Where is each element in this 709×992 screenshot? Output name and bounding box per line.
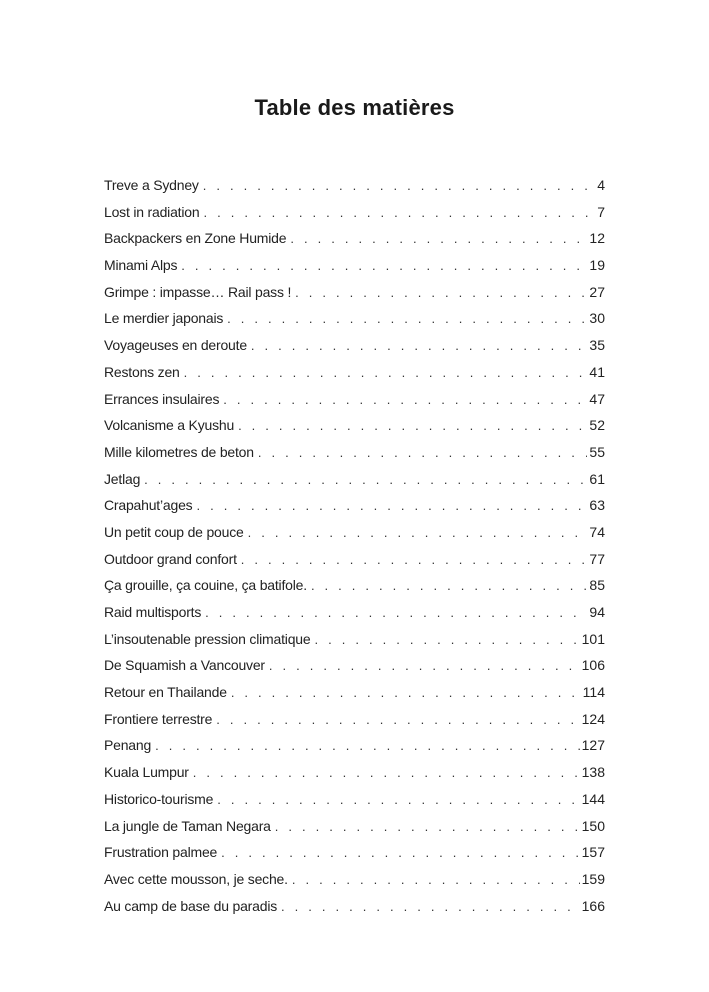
toc-entry-page: 47 <box>589 390 605 407</box>
toc-dot-leader <box>205 600 587 626</box>
toc-entry-page: 19 <box>589 257 605 274</box>
toc-entry <box>104 572 605 599</box>
toc-dot-leader <box>221 840 580 866</box>
toc-entry-page: 124 <box>581 710 605 727</box>
toc-entry-title: Penang <box>104 737 152 754</box>
toc-entry <box>104 759 605 786</box>
toc-dot-leader <box>269 653 580 679</box>
toc-entry-title: Historico-tourisme <box>104 790 214 807</box>
toc-entry-page: 150 <box>581 817 605 834</box>
toc-entry-page: 159 <box>581 870 605 887</box>
toc-entry <box>104 172 605 199</box>
toc-entry-title: L’insoutenable pression climatique <box>104 630 311 647</box>
toc-dot-leader <box>314 627 579 653</box>
toc-entry-title: Frontiere terrestre <box>104 710 213 727</box>
toc-entry <box>104 786 605 813</box>
toc-dot-leader <box>311 573 587 599</box>
toc-dot-leader <box>238 413 587 439</box>
toc-entry-title: Le merdier japonais <box>104 310 224 327</box>
toc-dot-leader <box>241 547 588 573</box>
toc-entry <box>104 652 605 679</box>
toc-dot-leader <box>290 226 587 252</box>
toc-entry-title: Errances insulaires <box>104 390 220 407</box>
toc-entry-page: 138 <box>581 764 605 781</box>
toc-entry <box>104 492 605 519</box>
toc-entry-page: 30 <box>589 310 605 327</box>
page-title: Table des matières <box>254 94 455 120</box>
toc-entry-title: Frustration palmee <box>104 844 218 861</box>
toc-entry-page: 144 <box>581 790 605 807</box>
toc-entry-title: Outdoor grand confort <box>104 550 237 567</box>
toc-entry <box>104 225 605 252</box>
toc-entry-page: 74 <box>589 523 605 540</box>
toc-entry-page: 12 <box>589 230 605 247</box>
toc-entry <box>104 386 605 413</box>
toc-entry <box>104 252 605 279</box>
toc-dot-leader <box>203 173 595 199</box>
toc-entry <box>104 439 605 466</box>
toc-entry <box>104 626 605 653</box>
toc-entry-page: 94 <box>589 604 605 620</box>
toc-entry-page: 61 <box>589 470 605 487</box>
toc-entry <box>104 412 605 439</box>
toc-dot-leader <box>281 894 580 920</box>
toc-entry-title: Volcanisme a Kyushu <box>104 417 235 434</box>
toc-entry <box>104 305 605 332</box>
toc-entry-page: 114 <box>582 684 605 701</box>
toc-entry-page: 27 <box>589 283 605 300</box>
toc-dot-leader <box>292 867 580 893</box>
toc-dot-leader <box>275 814 580 840</box>
toc-entry-page: 101 <box>581 630 605 647</box>
toc-dot-leader <box>193 760 580 786</box>
toc-dot-leader <box>223 387 587 413</box>
toc-entry-title: Restons zen <box>104 363 180 380</box>
toc-entry-title: La jungle de Taman Negara <box>104 817 271 834</box>
table-of-contents <box>104 172 605 919</box>
toc-entry <box>104 546 605 573</box>
toc-entry-page: 106 <box>581 657 605 674</box>
toc-entry <box>104 839 605 866</box>
toc-dot-leader <box>144 467 587 493</box>
toc-entry-page: 127 <box>581 737 605 754</box>
toc-entry <box>104 599 605 626</box>
toc-dot-leader <box>258 440 588 466</box>
toc-entry-page: 4 <box>597 177 605 193</box>
toc-dot-leader <box>203 200 595 226</box>
toc-dot-leader <box>196 493 587 519</box>
toc-entry-page: 157 <box>581 844 605 861</box>
toc-dot-leader <box>216 707 579 733</box>
toc-entry-title: Lost in radiation <box>104 203 200 220</box>
toc-entry <box>104 199 605 226</box>
toc-entry-page: 166 <box>581 897 605 914</box>
toc-entry-title: Treve a Sydney <box>104 177 199 193</box>
toc-entry-page: 35 <box>589 337 605 354</box>
toc-entry <box>104 866 605 893</box>
toc-entry-title: Mille kilometres de beton <box>104 443 254 460</box>
toc-entry-title: Kuala Lumpur <box>104 764 189 781</box>
toc-entry <box>104 519 605 546</box>
toc-entry-title: Backpackers en Zone Humide <box>104 230 287 247</box>
toc-entry-title: Minami Alps <box>104 257 178 274</box>
toc-entry <box>104 813 605 840</box>
toc-entry-title: Raid multisports <box>104 604 202 620</box>
toc-entry <box>104 279 605 306</box>
toc-entry-page: 77 <box>589 550 605 567</box>
toc-dot-leader <box>295 280 587 306</box>
toc-entry-page: 52 <box>589 417 605 434</box>
toc-dot-leader <box>251 333 588 359</box>
toc-entry <box>104 706 605 733</box>
toc-entry-title: Grimpe : impasse… Rail pass ! <box>104 283 292 300</box>
toc-entry-title: Voyageuses en deroute <box>104 337 247 354</box>
toc-entry-title: Au camp de base du paradis <box>104 897 278 914</box>
toc-entry-title: Avec cette mousson, je seche. <box>104 870 288 887</box>
toc-entry-page: 7 <box>597 203 605 220</box>
toc-entry <box>104 893 605 920</box>
toc-dot-leader <box>227 306 587 332</box>
toc-entry-title: Ça grouille, ça couine, ça batifole. <box>104 577 307 594</box>
toc-entry <box>104 732 605 759</box>
toc-dot-leader <box>184 360 588 386</box>
toc-entry-title: Jetlag <box>104 470 141 487</box>
toc-entry-page: 85 <box>589 577 605 594</box>
toc-entry-page: 63 <box>589 497 605 514</box>
toc-dot-leader <box>181 253 587 279</box>
toc-entry <box>104 359 605 386</box>
toc-dot-leader <box>231 680 581 706</box>
toc-entry <box>104 332 605 359</box>
toc-entry <box>104 466 605 493</box>
toc-dot-leader <box>155 733 580 759</box>
toc-entry-title: Crapahut’ages <box>104 497 193 514</box>
toc-entry-title: De Squamish a Vancouver <box>104 657 265 674</box>
toc-dot-leader <box>217 787 579 813</box>
toc-entry-title: Un petit coup de pouce <box>104 523 244 540</box>
toc-entry <box>104 679 605 706</box>
toc-entry-page: 41 <box>589 363 605 380</box>
toc-entry-page: 55 <box>589 443 605 460</box>
toc-dot-leader <box>248 520 588 546</box>
toc-entry-title: Retour en Thailande <box>104 684 227 701</box>
